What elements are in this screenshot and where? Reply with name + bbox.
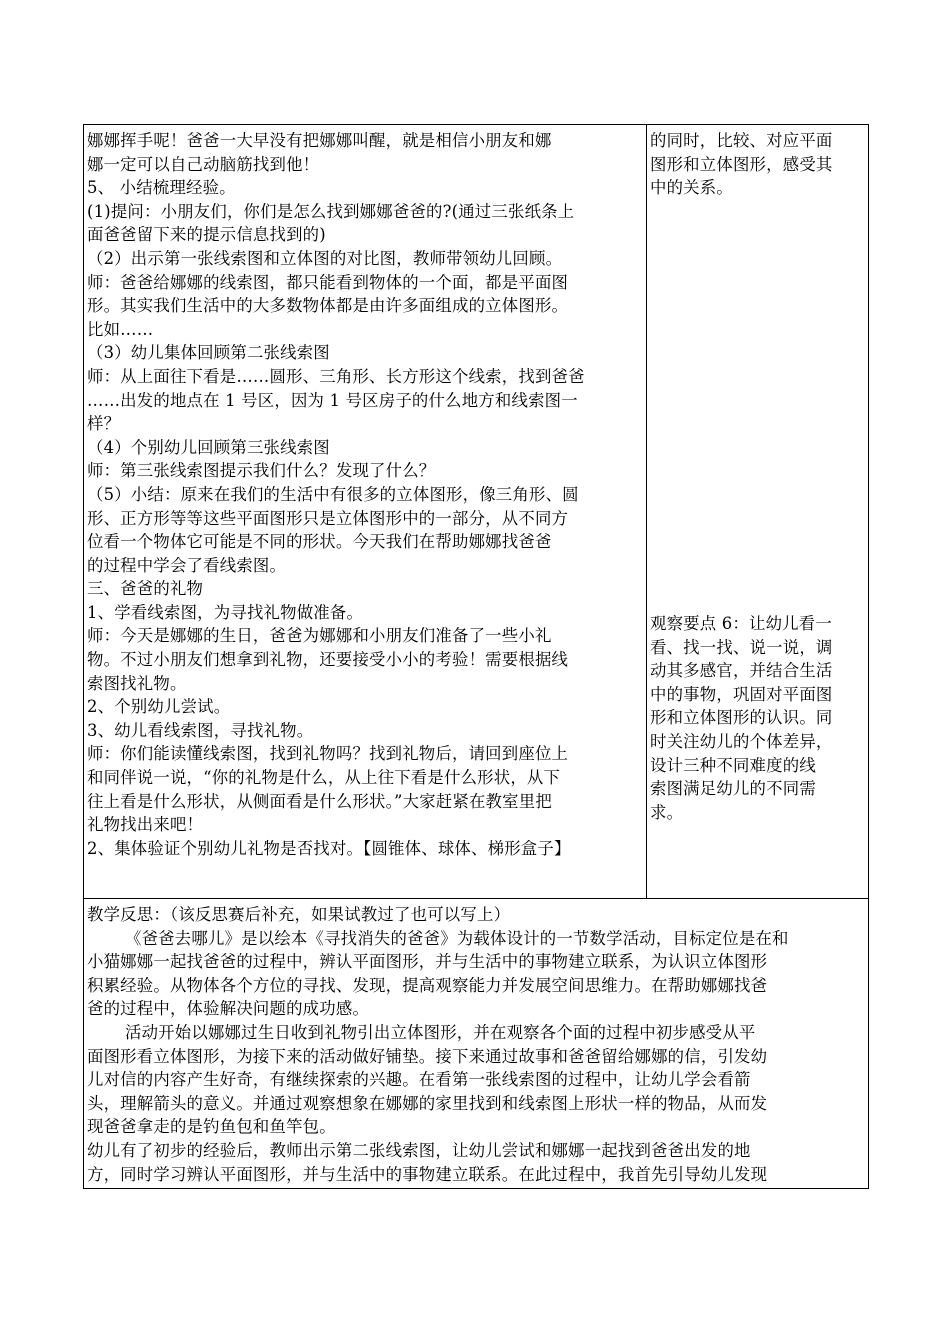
reflection-line: 头，理解箭头的意义。并通过观察想象在娜娜的家里找到和线索图上形状一样的物品，从而发 bbox=[87, 1093, 768, 1113]
reflection-line: 《爸爸去哪儿》是以绘本《寻找消失的爸爸》为载体设计的一节数学活动，目标定位是在和 bbox=[125, 928, 789, 948]
observation-line: 中的关系。 bbox=[650, 178, 733, 198]
observation-line: 索图满足幼儿的不同需 bbox=[650, 779, 816, 799]
observation-line: 动其多感官，并结合生活 bbox=[650, 661, 833, 681]
process-line: 娜娜挥手呢！爸爸一大早没有把娜娜叫醒，就是相信小朋友和娜 bbox=[87, 131, 552, 150]
process-line: 礼物找出来吧！ bbox=[87, 815, 204, 835]
reflection-line: 爸的过程中，体验解决问题的成功感。 bbox=[87, 999, 370, 1019]
process-line: 1、学看线索图，为寻找礼物做准备。 bbox=[87, 602, 364, 622]
reflection-line: 幼儿有了初步的经验后，教师出示第二张线索图，让幼儿尝试和娜娜一起找到爸爸出发的地 bbox=[87, 1140, 751, 1160]
process-line: 索图找礼物。 bbox=[87, 673, 187, 693]
process-line: （4）个别幼儿回顾第三张线索图 bbox=[87, 437, 330, 457]
reflection-line: 方，同时学习辨认平面图形，并与生活中的事物建立联系。在此过程中，我首先引导幼儿发现 bbox=[87, 1164, 768, 1184]
process-line: 师：你们能读懂线索图，找到礼物吗？找到礼物后，请回到座位上 bbox=[87, 744, 569, 764]
process-line: 形。其实我们生活中的大多数物体都是由许多面组成的立体图形。 bbox=[87, 296, 569, 316]
reflection-line: 现爸爸拿走的是钓鱼包和鱼竿包。 bbox=[87, 1117, 336, 1137]
reflection-line: 儿对信的内容产生好奇，有继续探索的兴趣。在看第一张线索图的过程中，让幼儿学会看箭 bbox=[87, 1070, 751, 1090]
reflection-line: 小猫娜娜一起找爸爸的过程中，辨认平面图形，并与生活中的事物建立联系，为认识立体图形 bbox=[87, 952, 768, 972]
process-line: ……出发的地点在 1 号区，因为 1 号区房子的什么地方和线索图一 bbox=[87, 390, 578, 410]
activity-row bbox=[84, 125, 868, 899]
observation-line: 观察要点 6：让幼儿看一 bbox=[650, 614, 832, 633]
observation-line: 形和立体图形的认识。同 bbox=[650, 708, 833, 728]
observation-point-6 bbox=[650, 612, 858, 824]
process-line: 位看一个物体它可能是不同的形状。今天我们在帮助娜娜找爸爸 bbox=[87, 532, 552, 552]
observation-line: 时关注幼儿的个体差异， bbox=[650, 731, 833, 751]
process-line: 往上看是什么形状，从侧面看是什么形状。”大家赶紧在教室里把 bbox=[87, 791, 552, 811]
process-line: （2）出示第一张线索图和立体图的对比图，教师带领幼儿回顾。 bbox=[87, 248, 563, 268]
observation-line: 看、找一找、说一说，调 bbox=[650, 637, 833, 657]
observation-line: 的同时，比较、对应平面 bbox=[650, 131, 833, 150]
process-line: （5）小结：原来在我们的生活中有很多的立体图形，像三角形、圆 bbox=[87, 484, 579, 504]
activity-process-cell bbox=[84, 125, 647, 898]
process-line: 样？ bbox=[87, 414, 121, 434]
process-line: 面爸爸留下来的提示信息找到的) bbox=[87, 225, 326, 245]
process-line: 物。不过小朋友们想拿到礼物，还要接受小小的考验！需要根据线 bbox=[87, 650, 569, 670]
observation-line: 设计三种不同难度的线 bbox=[650, 755, 816, 775]
process-line: 师：第三张线索图提示我们什么？发现了什么？ bbox=[87, 461, 436, 481]
process-line: 师：今天是娜娜的生日，爸爸为娜娜和小朋友们准备了一些小礼 bbox=[87, 626, 552, 646]
process-line: 形、正方形等等这些平面图形只是立体图形中的一部分，从不同方 bbox=[87, 508, 569, 528]
process-line: 和同伴说一说，“你的礼物是什么，从上往下看是什么形状，从下 bbox=[87, 768, 561, 788]
observation-line: 求。 bbox=[650, 802, 684, 822]
observation-points-cell bbox=[647, 125, 868, 898]
reflection-line: 活动开始以娜娜过生日收到礼物引出立体图形，并在观察各个面的过程中初步感受从平 bbox=[125, 1022, 756, 1042]
reflection-line: 面图形看立体图形，为接下来的活动做好铺垫。接下来通过故事和爸爸留给娜娜的信，引发幼 bbox=[87, 1046, 768, 1066]
observation-line: 中的事物，巩固对平面图 bbox=[650, 684, 833, 704]
teaching-reflection-cell bbox=[84, 899, 868, 1188]
process-line: (1)提问：小朋友们，你们是怎么找到娜娜爸爸的?(通过三张纸条上 bbox=[87, 201, 575, 221]
process-line: （3）幼儿集体回顾第二张线索图 bbox=[87, 343, 330, 363]
reflection-line: 积累经验。从物体各个方位的寻找、发现，提高观察能力并发展空间思维力。在帮助娜娜找爸 bbox=[87, 975, 768, 995]
reflection-heading: 教学反思：（该反思赛后补充，如果试教过了也可以写上） bbox=[87, 905, 511, 924]
process-line: 2、个别幼儿尝试。 bbox=[87, 697, 231, 717]
process-line: 3、幼儿看线索图，寻找礼物。 bbox=[87, 720, 314, 740]
process-line: 师：从上面往下看是……圆形、三角形、长方形这个线索，找到爸爸 bbox=[87, 366, 585, 386]
observation-line: 图形和立体图形，感受其 bbox=[650, 154, 833, 174]
process-line: 的过程中学会了看线索图。 bbox=[87, 555, 287, 575]
process-line: 5、 小结梳理经验。 bbox=[87, 178, 236, 198]
lesson-plan-table bbox=[83, 124, 869, 1189]
process-line: 师：爸爸给娜娜的线索图，都只能看到物体的一个面，都是平面图 bbox=[87, 272, 569, 292]
process-line: 娜一定可以自己动脑筋找到他！ bbox=[87, 154, 320, 174]
process-line: 2、集体验证个别幼儿礼物是否找对。【圆锥体、球体、梯形盒子】 bbox=[87, 838, 571, 858]
process-line: 比如…… bbox=[87, 319, 154, 339]
process-line: 三、爸爸的礼物 bbox=[87, 579, 204, 599]
